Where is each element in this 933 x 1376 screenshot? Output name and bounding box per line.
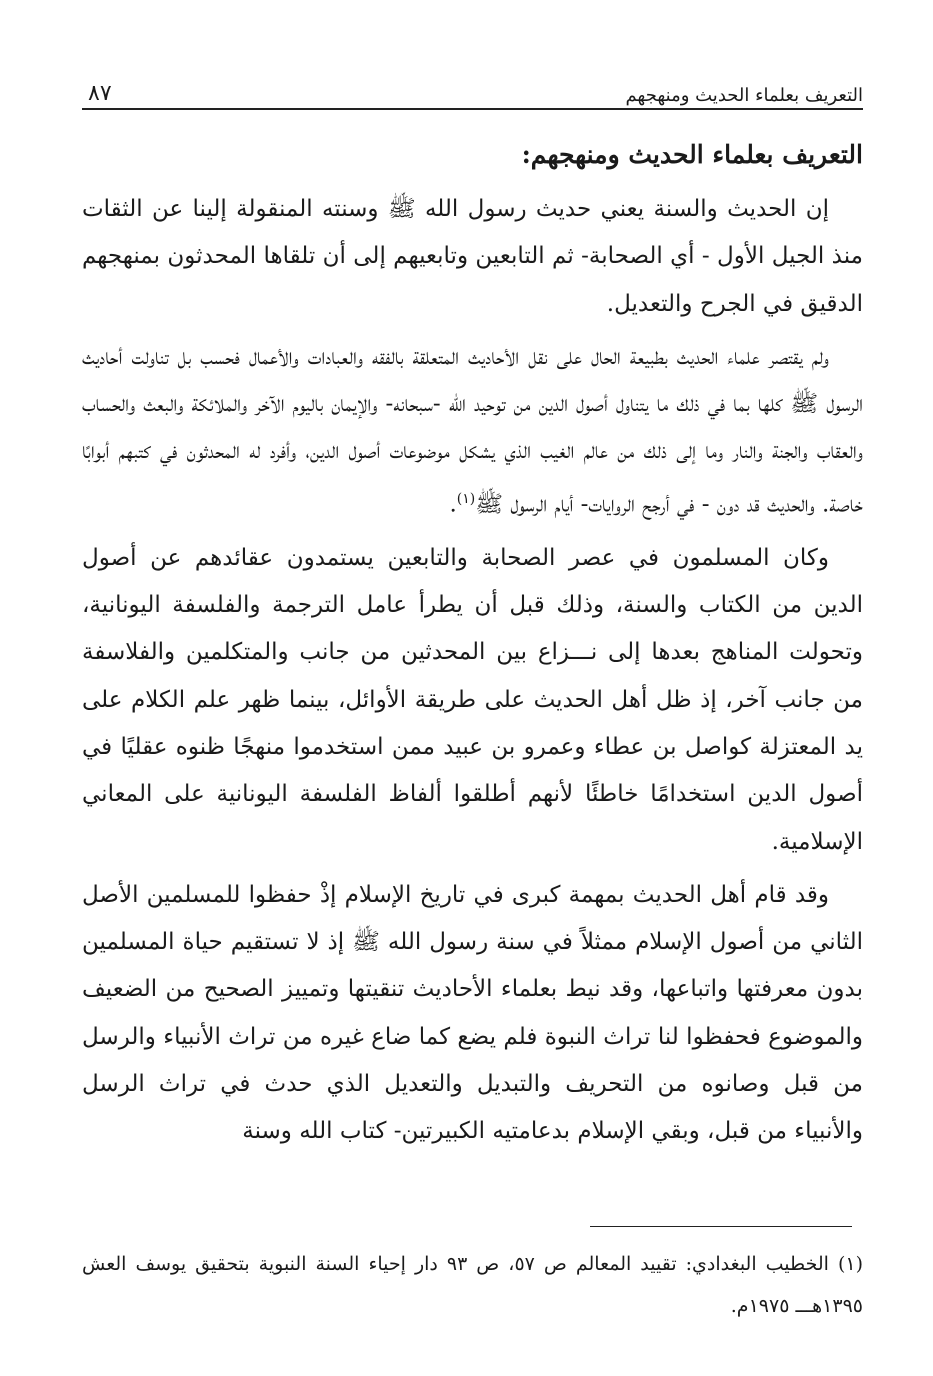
paragraph-1: إن الحديث والسنة يعني حديث رسول الله ﷺ وسنته المنقولة إلينا عن الثقات منذ الجيل الأول - أي الصحابة- ثم التابعين وتابعيهم إلى أن تلقاها المحدثون بمنهجهم الدقيق في الجرح والتعديل. xyxy=(82,196,863,317)
body-text xyxy=(82,130,863,1162)
header-rule xyxy=(82,108,863,110)
footnote-1: (١) الخطيب البغدادي: تقييد المعالم ص ٥٧، ص ٩٣ دار إحياء السنة النبوية بتحقيق يوسف العش ١٣٩٥هـــ ١٩٧٥م. xyxy=(82,1253,864,1317)
page-number: ٨٧ xyxy=(88,81,112,106)
page-header xyxy=(88,70,863,106)
footnotes xyxy=(82,1243,863,1327)
footnote-reference[interactable]: (١) xyxy=(456,490,476,507)
paragraph-2 xyxy=(82,334,863,529)
section-title: التعريف بعلماء الحديث ومنهجهم: xyxy=(521,140,863,169)
paragraph-2-text: ولم يقتصر علماء الحديث بطبيعة الحال على نقل الأحاديث المتعلقة بالفقه والعبادات والأعمال فحسب بل تناولت أحاديث الرسول ﷺ كلها بما في ذلك ما يتناول أصول الدين من توحيد الله -سبحانه- والإيمان باليوم الآخر والملائكة والبعث والحساب والعقاب والجنة والنار وما إلى ذلك من عالم الغيب الذي يشكل موضوعات أصول الدين، وأفرد له المحدثون في كتبهم أبوابًا خاصة. والحديث قد دون - في أرجح الروايات- أيام الرسول ﷺ xyxy=(82,343,863,518)
running-title: التعريف بعلماء الحديث ومنهجهم xyxy=(625,85,863,106)
footnote-rule xyxy=(590,1226,852,1227)
paragraph-3: وكان المسلمون في عصر الصحابة والتابعين يستمدون عقائدهم عن أصول الدين من الكتاب والسنة، وذلك قبل أن يطرأ عامل الترجمة والفلسفة اليونانية، وتحولت المناهج بعدها إلى نـــزاع بين المحدثين من جانب والمتكلمين والفلاسفة من جانب آخر، إذ ظل أهل الحديث على طريقة الأوائل، بينما ظهر علم الكلام على يد المعتزلة كواصل بن عطاء وعمرو بن عبيد ممن استخدموا منهجًا ظنوه عقليًا في أصول الدين استخدامًا خاطئًا لأنهم أطلقوا ألفاظ الفلسفة اليونانية على المعاني الإسلامية. xyxy=(82,544,863,855)
paragraph-2-end: . xyxy=(449,491,457,518)
paragraph-4: وقد قام أهل الحديث بمهمة كبرى في تاريخ الإسلام إذْ حفظوا للمسلمين الأصل الثاني من أصول الإسلام ممثلاً في سنة رسول الله ﷺ إذ لا تستقيم حياة المسلمين بدون معرفتها واتباعها، وقد نيط بعلماء الأحاديث تنقيتها وتمييز الصحيح من الضعيف والموضوع فحفظوا لنا تراث النبوة فلم يضع كما ضاع غيره من تراث الأنبياء والرسل من قبل وصانوه من التحريف والتبديل والتعديل الذي حدث في تراث الرسل والأنبياء من قبل، وبقي الإسلام بدعامتيه الكبيرتين- كتاب الله وسنة xyxy=(82,881,863,1145)
